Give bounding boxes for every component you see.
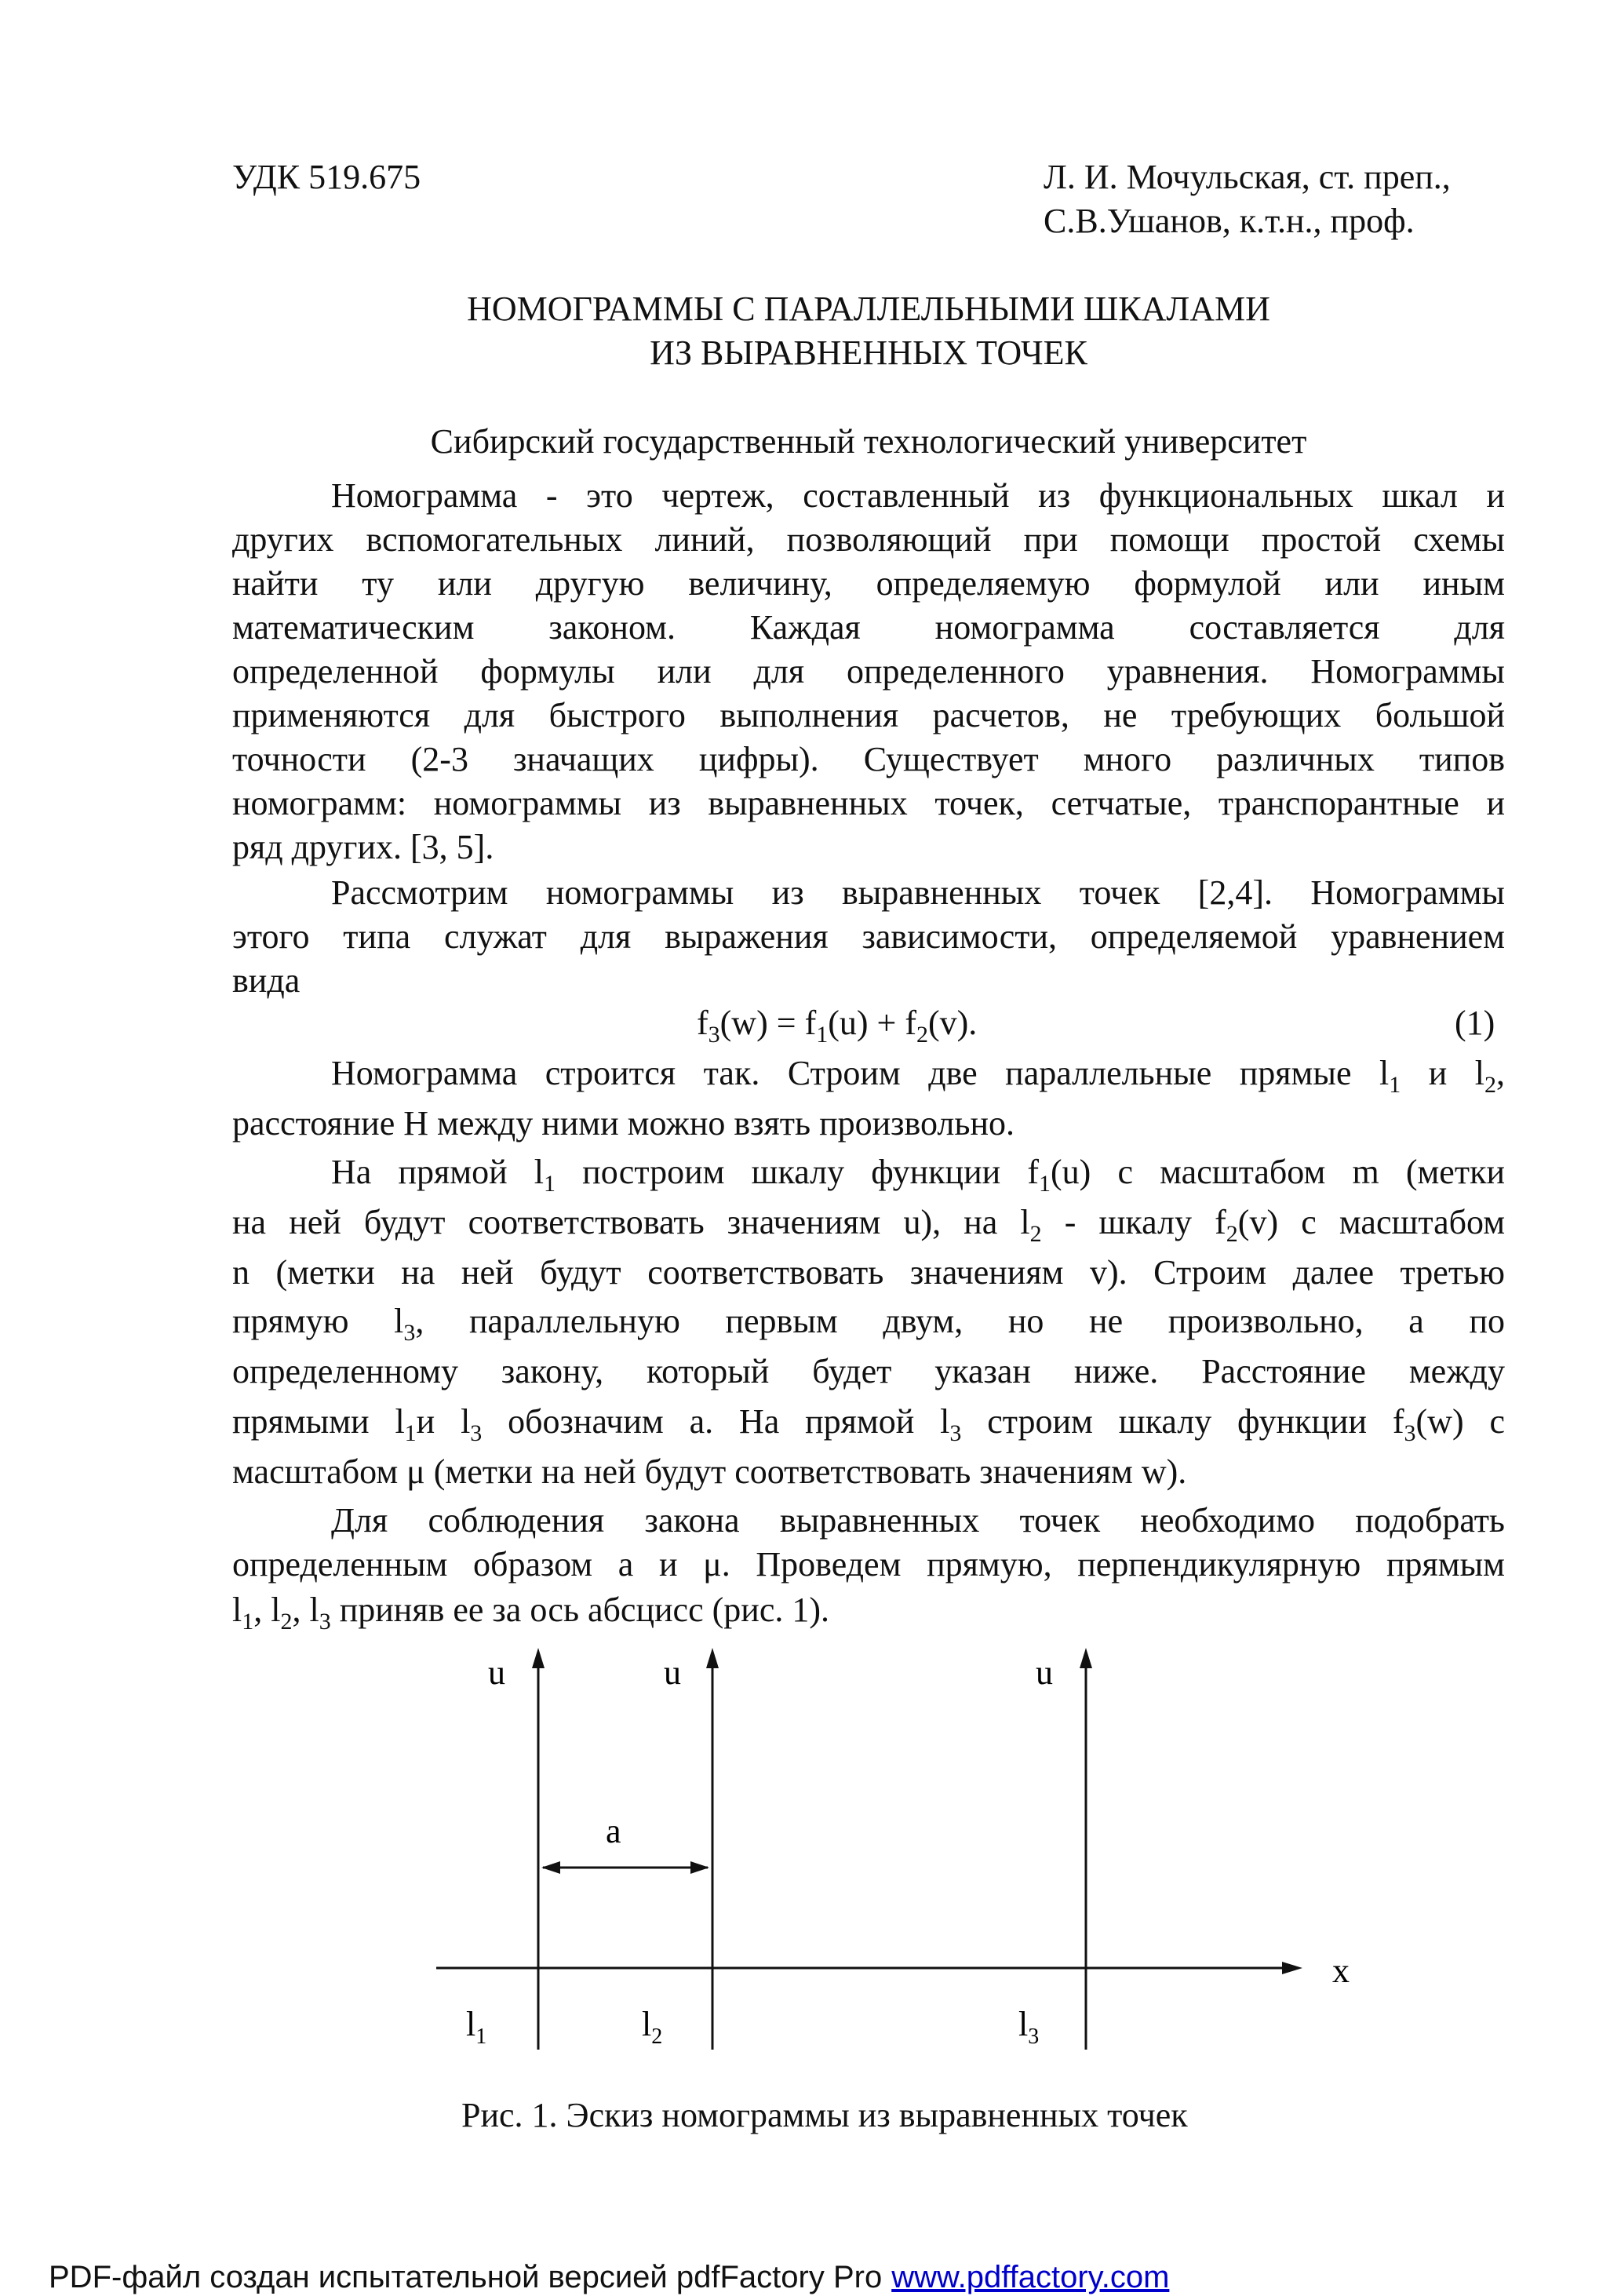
para2-line-1: Рассмотрим номограммы из выравненных точек [2,4]. Номограммы bbox=[331, 873, 1505, 912]
para4-line-1: На прямой $l_1$ построим шкалу функции $f_1(u)$ с масштабом m (метки bbox=[331, 1153, 1505, 1197]
para4-line-5: определенному закону, который будет указан ниже. Расстояние между bbox=[232, 1352, 1505, 1390]
equation-1: $f_3(w) = f_1(u) + f_2(v)$. bbox=[697, 1004, 978, 1048]
para4-line-3: n (метки на ней будут соответствовать значениям v). Строим далее третью bbox=[232, 1253, 1505, 1292]
para3-line-2: расстояние H между ними можно взять произвольно. bbox=[232, 1104, 1015, 1143]
author-1: Л. И. Мочульская, ст. преп., bbox=[1044, 158, 1451, 196]
distance-a-arrow-left bbox=[541, 1861, 560, 1874]
para1-line-7: точности (2-3 значащих цифры). Существует много различных типов bbox=[232, 740, 1505, 778]
arrowhead-l2 bbox=[706, 1648, 719, 1668]
para1-line-6: применяются для быстрого выполнения расчетов, не требующих большой bbox=[232, 696, 1505, 734]
para1-line-4: математическим законом. Каждая номограмма составляется для bbox=[232, 608, 1505, 647]
footer-link[interactable]: www.pdffactory.com bbox=[891, 2260, 1170, 2294]
distance-a-arrow-right bbox=[690, 1861, 709, 1874]
para1-line-9: ряд других. [3, 5]. bbox=[232, 828, 494, 866]
fig-label-l2: $l_2$ bbox=[642, 2005, 663, 2049]
arrowhead-l3 bbox=[1080, 1648, 1092, 1668]
x-axis-arrowhead bbox=[1282, 1962, 1302, 1974]
para2-line-2: этого типа служат для выражения зависимости, определяемой уравнением bbox=[232, 917, 1505, 956]
para5-line-3: $l_1$, $l_2$, $l_3$ приняв ее за ось абсцисс (рис. 1). bbox=[232, 1591, 829, 1635]
para5-line-1: Для соблюдения закона выравненных точек необходимо подобрать bbox=[331, 1501, 1505, 1540]
para4-line-4: прямую $l_3$, параллельную первым двум, но не произвольно, а по bbox=[232, 1302, 1505, 1346]
fig-label-u-3: u bbox=[1036, 1653, 1053, 1692]
para5-line-2: определенным образом а и μ. Проведем прямую, перпендикулярную прямым bbox=[232, 1545, 1505, 1584]
pdf-footer bbox=[49, 2258, 1169, 2296]
para1-line-5: определенной формулы или для определенного уравнения. Номограммы bbox=[232, 652, 1505, 691]
para4-line-7: масштабом μ (метки на ней будут соответствовать значениям w). bbox=[232, 1452, 1187, 1491]
para1-line-8: номограмм: номограммы из выравненных точек, сетчатые, транспорантные и bbox=[232, 784, 1505, 822]
title-line-2: ИЗ ВЫРАВНЕННЫХ ТОЧЕК bbox=[650, 333, 1087, 372]
fig-label-u-2: u bbox=[664, 1653, 681, 1692]
fig-label-l3: $l_3$ bbox=[1018, 2005, 1040, 2049]
para2-line-3: вида bbox=[232, 961, 301, 1000]
fig-label-u-1: u bbox=[488, 1653, 505, 1692]
para4-line-2: на ней будут соответствовать значениям u), на $l_2$ - шкалу $f_2(v)$ с масштабом bbox=[232, 1203, 1506, 1247]
fig-label-a: a bbox=[606, 1812, 621, 1850]
para4-line-6: прямыми $l_1и$ $l_3$ обозначим а. На прямой $l_3$ строим шкалу функции $f_3(w)$ с bbox=[232, 1402, 1505, 1446]
fig-label-x: x bbox=[1332, 1952, 1350, 1990]
para1-line-2: других вспомогательных линий, позволяющий при помощи простой схемы bbox=[232, 520, 1505, 559]
fig-label-l1: $l_1$ bbox=[466, 2005, 487, 2049]
para3-line-1: Номограмма строится так. Строим две параллельные прямые $l_1$ и $l_2$, bbox=[331, 1054, 1506, 1098]
equation-number: (1) bbox=[1455, 1004, 1495, 1042]
para1-line-3: найти ту или другую величину, определяемую формулой или иным bbox=[232, 564, 1505, 603]
author-2: С.В.Ушанов, к.т.н., проф. bbox=[1044, 202, 1415, 240]
footer-text: PDF-файл создан испытательной версией pdfFactory Pro bbox=[49, 2260, 883, 2294]
arrowhead-l1 bbox=[532, 1648, 545, 1668]
figure-caption: Рис. 1. Эскиз номограммы из выравненных точек bbox=[461, 2096, 1188, 2134]
title-line-1: НОМОГРАММЫ С ПАРАЛЛЕЛЬНЫМИ ШКАЛАМИ bbox=[467, 290, 1270, 328]
udk-code: УДК 519.675 bbox=[232, 158, 421, 196]
para1-line-1: Номограмма - это чертеж, составленный из функциональных шкал и bbox=[331, 476, 1505, 515]
affiliation: Сибирский государственный технологический университет bbox=[430, 422, 1307, 461]
